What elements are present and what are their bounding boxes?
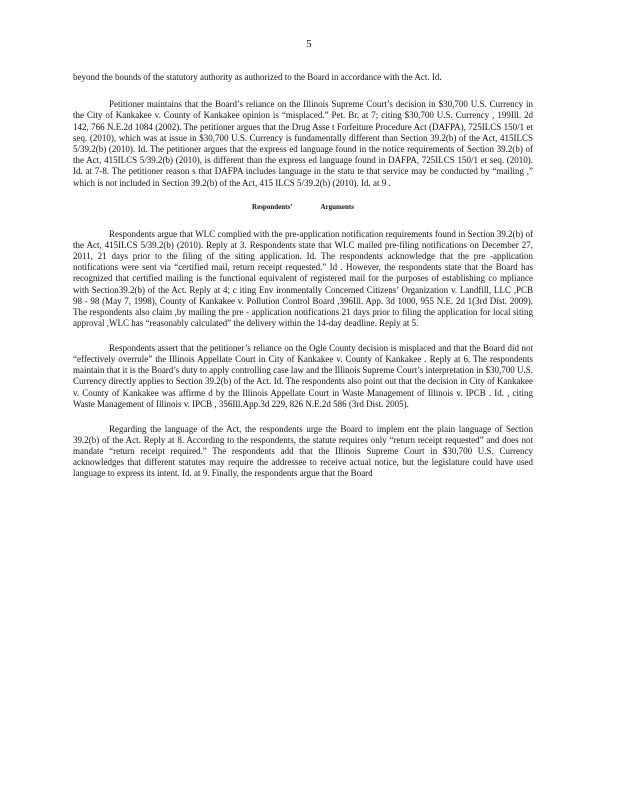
paragraph-respondents-assert: Respondents assert that the petitioner’s reliance on the Ogle County decision is misplaced and that the Board did not “effectively overrule” the Illinois Appellate Court in City of Kankakee v. County of Kankakee . Reply at 6. The respondents maintain that it is the Board’s duty to apply controlling case law and the Illinois Supreme Court’s interpretation in $30,700 U.S. Currency directly applies to Section 39.2(b) of the Act. Id. The respondents also point out that the decision in City of Kankakee v. County of Kankakee was affirme d by the Illinois Appellate Court in Waste Management of Illinois v. IPCB . Id. , citing Waste Management of Illinois v. IPCB , 356Ill.App.3d 229, 826 N.E.2d 586 (3rd Dist. 2005). bbox=[73, 342, 533, 409]
heading-word-respondents: Respondents’ bbox=[252, 203, 293, 212]
heading-word-arguments: Arguments bbox=[320, 203, 354, 212]
page-number: 5 bbox=[306, 38, 312, 50]
body-text bbox=[73, 72, 533, 493]
paragraph-respondents-argue: Respondents argue that WLC complied with the pre-application notification requirements found in Section 39.2(b) of the Act, 415ILCS 5/39.2(b) (2010). Reply at 3. Respondents state that WLC mailed pre-filing notifications on December 27, 2011, 21 days prior to the filing of the siting application. Id. The respondents acknowledge that the pre -application notifications were sent via “certified mail, return receipt requested.” Id . However, the respondents state that the Board has recognized that certified mailing is the functional equivalent of registered mail for the purposes of establishing co mpliance with Section39.2(b) of the Act. Reply at 4; c iting Env ironmentally Concerned Citizens’ Organization v. Landfill, LLC ,PCB 98 - 98 (May 7, 1998), County of Kankakee v. Pollution Control Board ,396Ill. App. 3d 1000, 955 N.E. 2d 1(3rd Dist. 2009). The respondents also claim ,by mailing the pre - application notifications 21 days prior to filing the application for local siting approval ,WLC has “reasonably calculated” the delivery within the 14-day deadline. Reply at 5. bbox=[73, 228, 533, 329]
paragraph-continuation: beyond the bounds of the statutory authority as authorized to the Board in accordance with the Act. Id. bbox=[73, 72, 442, 82]
paragraph-petitioner-reliance: Petitioner maintains that the Board’s reliance on the Illinois Supreme Court’s decision in $30,700 U.S. Currency in the City of Kankakee v. County of Kankakee opinion is “misplaced.” Pet. Br. at 7; citing $30,700 U.S. Currency , 199Ill. 2d 142, 766 N.E.2d 1084 (2002). The petitioner argues that the Drug Asse t Forfeiture Procedure Act (DAFPA), 725ILCS 150/1 et seq. (2010), which was at issue in $30,700 U.S. Currency is fundamentally different than Section 39.2(b) of the Act, 415ILCS 5/39.2(b) (2010). Id. The petitioner argues that the express ed language found in the notice requirements of Section 39.2(b) of the Act, 415ILCS 5/39.2(b) (2010), is different than the express ed language found in DAFPA, 725ILCS 150/1 et seq. (2010). Id. at 7-8. The petitioner reason s that DAFPA includes language in the statu te that service may be conducted by “mailing ,” which is not included in Section 39.2(b) of the Act, 415 ILCS 5/39.2(b) (2010). Id. at 9 . bbox=[73, 99, 533, 188]
paragraph-statute-language: Regarding the language of the Act, the respondents urge the Board to implem ent the plain language of Section 39.2(b) of the Act. Reply at 8. According to the respondents, the statute requires only “return receipt requested” and does not mandate “return receipt required.” The respondents add that the Illinois Supreme Court in $30,700 U.S. Currency acknowledges that different statutes may require the addressee to receive actual notice, but the legislature could have used language to express its intent. Id. at 9. Finally, the respondents argue that the Board bbox=[73, 423, 533, 479]
section-heading bbox=[73, 202, 533, 213]
